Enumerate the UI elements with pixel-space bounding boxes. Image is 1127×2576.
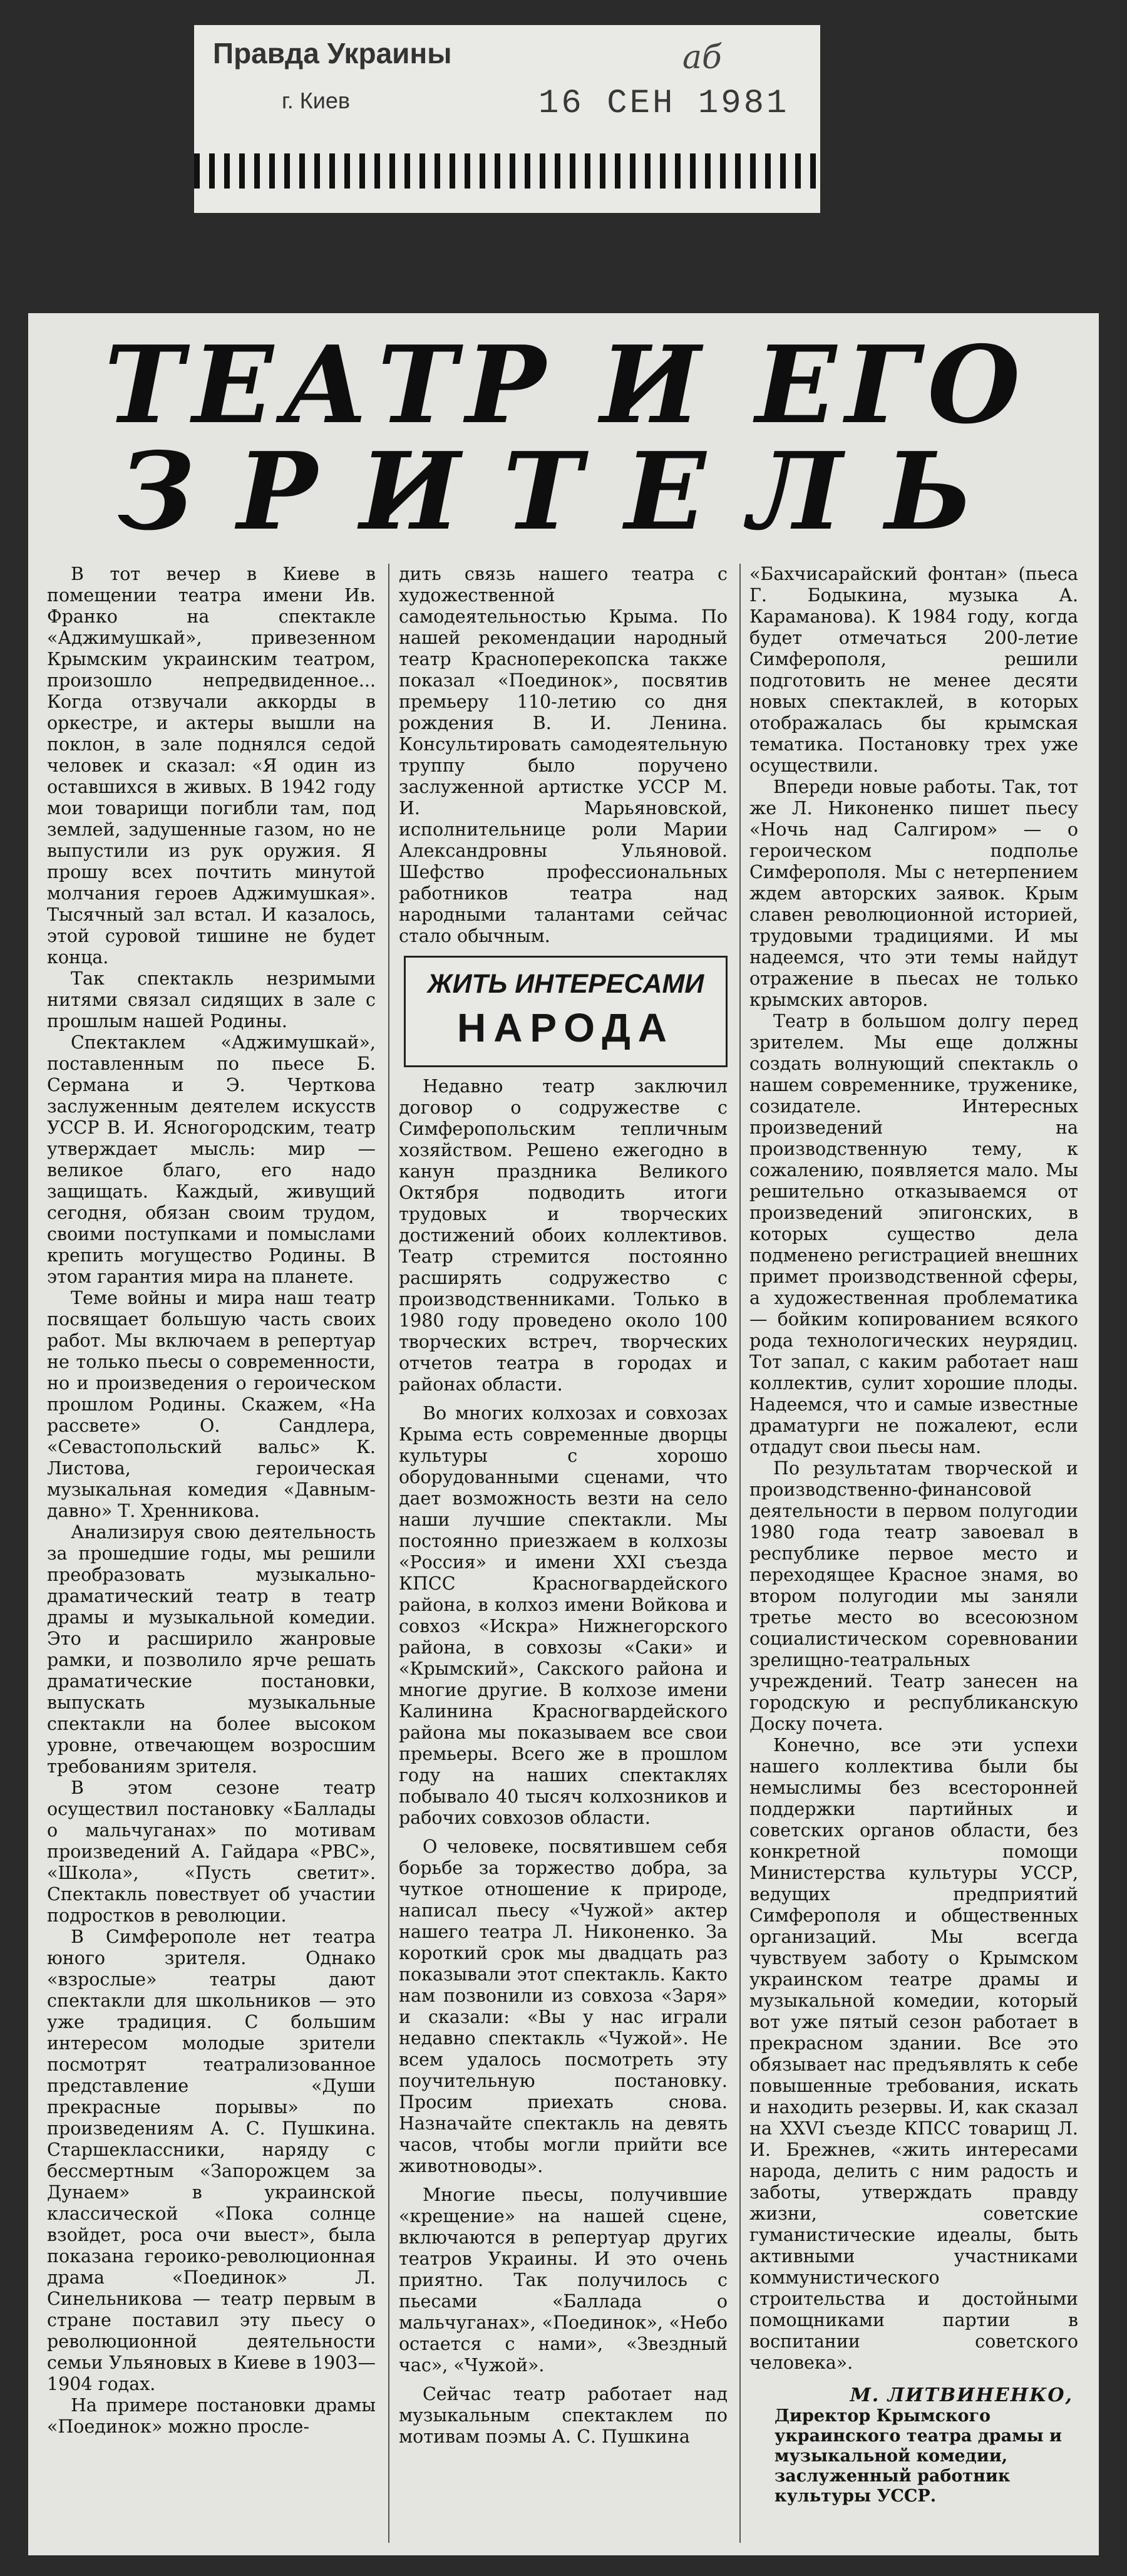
- author-role: Директор Крымского украинского театра драмы и музыкальной комедии, заслуженный работник культуры УССР.: [774, 2406, 1063, 2506]
- column-rule: [388, 564, 389, 2543]
- date-stamp: 16 СЕН 1981: [538, 85, 790, 123]
- newspaper-header-slip: [194, 25, 820, 213]
- subheading-line-2: НАРОДА: [456, 1005, 675, 1050]
- paragraph: Сейчас театр работает над музыкальным спектаклем по мотивам поэмы А. С. Пушкина: [399, 2384, 728, 2447]
- paragraph: Многие пьесы, получившие «крещение» на нашей сцене, включаются в репертуар других театров Украины. И это очень приятно. Так получилось с пьесами «Баллада о мальчуганах», «Поединок», «Небо остается с нами», «Звездный час», «Чужой».: [399, 2185, 728, 2376]
- paragraph: Теме войны и мира наш театр посвящает большую часть своих работ. Мы включаем в репертуар не только пьесы о современности, но и произведения о героическом прошлом Родины. Скажем, «На рассвете» О. Сандлера, «Севастопольский вальс» К. Листова, героическая музыкальная комедия «Давным-давно» Т. Хренникова.: [47, 1288, 376, 1521]
- paragraph: Так спектакль незримыми нитями связал сидящих в зале с прошлым нашей Родины.: [47, 968, 376, 1032]
- paragraph: Анализируя свою деятельность за прошедшие годы, мы решили преобразовать музыкально-драматический театр в театр драмы и музыкальной комедии. Это и расширило жанровые рамки, и позволило ярче решать драматические постановки, выпускать музыкальные спектакли на более высоком уровне, отвечающем возросшим требованиям зрителя.: [47, 1522, 376, 1777]
- article-column-3: [749, 564, 1078, 2543]
- paragraph: О человеке, посвятившем себя борьбе за торжество добра, за чуткое отношение к природе, написал пьесу «Чужой» актер нашего театра Л. Никоненко. За короткий срок мы двадцать раз показывали этот спектакль. Както нам позвонили из совхоза «Заря» и сказали: «Вы у нас играли недавно спектакль «Чужой». Не всем удалось посмотреть эту поучительную постановку. Просим приехать снова. Назначайте спектакль на девять часов, чтобы могли прийти все животноводы».: [399, 1836, 728, 2176]
- paragraph: По результатам творческой и производственно-финансовой деятельности в первом полугодии 1980 года театр завоевал в республике первое место и переходящее Красное знамя, во втором полугодии мы заняли третье место во всесоюзном социалистическом соревновании зрелищно-театральных учреждений. Театр занесен на городскую и республиканскую Доску почета.: [749, 1458, 1078, 1734]
- paragraph: Театр в большом долгу перед зрителем. Мы еще должны создать волнующий спектакль о нашем современнике, труженике, созидателе. Интересных произведений на производственную тему, к сожалению, появляется мало. Мы решительно отказываемся от произведений эпигонских, в которых существо дела подменено регистрацией внешних примет производственной сферы, а художественная проблематика — бойким копированием всякого рода технологических неурядиц. Тот запал, с каким работает наш коллектив, сулит хорошие плоды. Надеемся, что и самые известные драматурги не пожалеют, если отдадут свои пьесы нам.: [749, 1011, 1078, 1457]
- headline-line-2: ЗРИТЕЛЬ: [118, 429, 1016, 554]
- paragraph: Конечно, все эти успехи нашего коллектива были бы немыслимы без всесторонней поддержки партийных и советских органов области, без конкретной помощи Министерства культуры УССР, ведущих предприятий Симферополя и общественных организаций. Мы всегда чувствуем заботу о Крымском украинском театре драмы и музыкальной комедии, который вот уже пятый сезон работает в прекрасном здании. Все это обязывает нас предъявлять к себе повышенные требования, искать и находить резервы. И, как сказал на XXVI съезде КПСС товарищ Л. И. Брежнев, «жить интересами народа, делить с ним радость и заботы, утверждать правду жизни, советские гуманистические идеалы, быть активными участниками коммунистического строительства и достойными помощниками партии в воспитании советского человека».: [749, 1735, 1078, 2373]
- paragraph: «Бахчисарайский фонтан» (пьеса Г. Бодыкина, музыка А. Караманова). К 1984 году, когда будет отмечаться 200-летие Симферополя, решили подготовить не менее десяти новых спектаклей, в которых отображалась бы крымская тематика. Постановку трех уже осуществили.: [749, 564, 1078, 776]
- headline-line-1: ТЕАТР И ЕГО: [104, 323, 1029, 448]
- city-label: г. Киев: [282, 88, 350, 113]
- subheading-line-1: ЖИТЬ ИНТЕРЕСАМИ: [427, 969, 704, 999]
- paragraph: На примере постановки драмы «Поединок» можно просле-: [47, 2395, 376, 2437]
- paragraph: В Симферополе нет театра юного зрителя. Однако «взрослые» театры дают спектакли для школьников — это уже традиция. С большим интересом молодые зрители посмотрят театрализованное представление «Души прекрасные порывы» по произведениям А. С. Пушкина. Старшеклассники, наряду с бессмертным «Запорожцем за Дунаем» в украинской классической «Пока солнце взойдет, роса очи выест», была показана героико-революционная драма «Поединок» Л. Синельникова — театр первым в стране поставил эту пьесу о революционной деятельности семьи Ульяновых в Киеве в 1903—1904 годах.: [47, 1927, 376, 2394]
- article-column-1: [47, 564, 376, 2543]
- perforation-strip: [194, 153, 820, 189]
- paragraph: дить связь нашего театра с художественной самодеятельностью Крыма. По нашей рекомендации народный театр Красноперекопска также показал «Поединок», посвятив премьеру 110-летию со дня рождения В. И. Ленина. Консультировать самодеятельную труппу было поручено заслуженной артистке УССР М. И. Марьяновской, исполнительнице роли Марии Александровны Ульяновой. Шефство профессиональных работников театра над народными талантами сейчас стало обычным.: [399, 564, 728, 946]
- author-name: М. ЛИТВИНЕНКО,: [850, 2384, 1073, 2406]
- handwritten-note: аб: [682, 39, 722, 76]
- article-column-2: [399, 564, 728, 2543]
- subheading-box: [404, 956, 728, 1067]
- article-headline: [66, 323, 1068, 557]
- paragraph: Впереди новые работы. Так, тот же Л. Никоненко пишет пьесу «Ночь над Салгиром» — о героическом подполье Симферополя. Мы с нетерпением ждем авторских заявок. Крым славен революционной историей, трудовыми традициями. И мы надеемся, что эти темы найдут отражение в пьесах не только крымских авторов.: [749, 777, 1078, 1010]
- author-signature: [749, 2385, 1078, 2506]
- paragraph: В тот вечер в Киеве в помещении театра имени Ив. Франко на спектакле «Аджимушкай», привезенном Крымским украинским театром, произошло непредвиденное... Когда отзвучали аккорды в оркестре, и актеры вышли на поклон, в зале поднялся седой человек и сказал: «Я один из оставшихся в живых. В 1942 году мои товарищи погибли там, под землей, задушенные газом, но не выпустили из рук оружия. Я прошу всех почтить минутой молчания героев Аджимушкая». Тысячный зал встал. И казалось, этой суровой тишине не будет конца.: [47, 564, 376, 968]
- column-rule: [739, 564, 741, 2543]
- paragraph: В этом сезоне театр осуществил постановку «Баллады о мальчуганах» по мотивам произведений А. Гайдара «РВС», «Школа», «Пусть светит». Спектакль повествует об участии подростков в революции.: [47, 1777, 376, 1926]
- paragraph: Во многих колхозах и совхозах Крыма есть современные дворцы культуры с хорошо оборудованными сценами, что дает возможность везти на село наши лучшие спектакли. Мы постоянно приезжаем в колхозы «Россия» и имени XXI съезда КПСС Красногвардейского района, в колхоз имени Войкова и совхоз «Искра» Нижнегорского района, в совхозы «Саки» и «Крымский», Сакского района и многие другие. В колхозе имени Калинина Красногвардейского района мы показываем все свои премьеры. Всего же в прошлом году на наших спектаклях побывало 40 тысяч колхозников и рабочих совхозов области.: [399, 1403, 728, 1828]
- paragraph: Спектаклем «Аджимушкай», поставленным по пьесе Б. Сермана и Э. Черткова заслуженным деятелем искусств УССР В. И. Ясногородским, театр утверждает мысль: мир — великое благо, его надо защищать. Каждый, живущий сегодня, обязан своим трудом, своими поступками и помыслами крепить могущество Родины. В этом гарантия мира на планете.: [47, 1032, 376, 1287]
- newspaper-name: Правда Украины: [213, 37, 452, 70]
- paragraph: Недавно театр заключил договор о содружестве с Симферопольским тепличным хозяйством. Решено ежегодно в канун праздника Великого Октября подводить итоги трудовых и творческих достижений обоих коллективов. Театр стремится постоянно расширять содружество с производственниками. Только в 1980 году проведено около 100 творческих встреч, творческих отчетов театра в городах и районах области.: [399, 1076, 728, 1395]
- article-clipping: [28, 313, 1099, 2555]
